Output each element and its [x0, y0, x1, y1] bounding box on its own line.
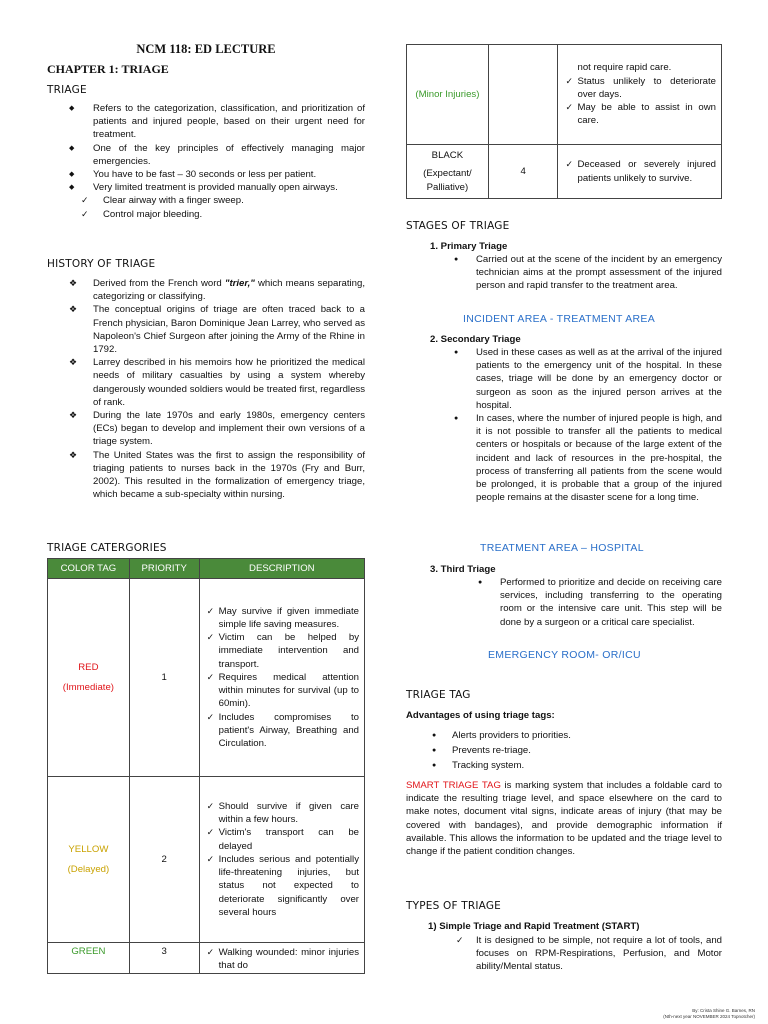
heading-stages: STAGES OF TRIAGE [406, 220, 510, 232]
triage-bullets [47, 102, 365, 221]
heading-history: HISTORY OF TRIAGE [47, 258, 156, 270]
bullet-icon: ● [454, 349, 459, 356]
third-triage-title: 3. Third Triage [430, 564, 496, 575]
list-item: ✓ Clear airway with a finger sweep. [81, 195, 244, 207]
description-cell [199, 579, 364, 777]
list-item: ✓ Control major bleeding. [81, 208, 203, 220]
advantages-list [406, 728, 722, 774]
list-item: ● Carried out at the scene of the incident by an emergency technician aims at the prompt assessment of the injured person and rapid transfer to the treatment area. [454, 254, 722, 292]
list-item: ❖ The conceptual origins of triage are often traced back to a French physician, Baron Dominique Jean Larrey, who served as Napoleon's Chief Surgeon after joining the Army of the Rhine in 1792. [69, 304, 365, 356]
list-item: ✓ Should survive if given care within a few hours. [206, 801, 359, 826]
bullet-icon: ◆ [69, 171, 75, 179]
description-cell [199, 777, 364, 943]
list-item: ❖ During the late 1970s and early 1980s, emergency centers (ECs) began to develop and implement their own versions of a triage system. [69, 410, 365, 448]
description-cell [199, 943, 364, 974]
table-row [48, 943, 365, 974]
check-icon: ✓ [206, 827, 215, 838]
list-item: ✓ Victim's transport can be delayed [206, 827, 359, 852]
check-icon: ✓ [206, 947, 215, 957]
start-list [406, 934, 722, 974]
footer-credit: By: Crista Shine G. Barnes, RN (Nth-next year NOVEMBER 2024 Topnotcher) [663, 1008, 755, 1019]
color-tag-green-cont: (Minor Injuries) [407, 45, 489, 145]
diamond-bullet-icon: ❖ [69, 449, 78, 460]
table-row [48, 777, 365, 943]
secondary-triage-title: 2. Secondary Triage [430, 334, 521, 345]
priority-cell: 3 [129, 943, 199, 974]
list-item: ✓ Victim can be helped by immediate intervention and transport. [206, 632, 359, 670]
list-item: ✓ May survive if given immediate simple life saving measures. [206, 605, 359, 631]
color-tag-red: RED (Immediate) [48, 579, 130, 777]
list-item: ✓ Requires medical attention within minutes for survival (up to 60min). [206, 671, 359, 710]
list-item: ❖ The United States was the first to assign the responsibility of triaging patients to nurses back in the 1970s (Fry and Burr, 2002). This resulted in the formalization of emergency triage, which became a sub-specialty within nursing. [69, 449, 365, 501]
primary-triage-title: 1. Primary Triage [430, 241, 508, 252]
priority-cell: 2 [129, 777, 199, 943]
list-item: ✓ Walking wounded: minor injuries that do [206, 947, 359, 972]
color-tag-black: BLACK (Expectant/ Palliative) [407, 145, 489, 199]
heading-triage: TRIAGE [47, 84, 87, 96]
diamond-bullet-icon: ❖ [69, 278, 78, 288]
bullet-icon: ● [454, 256, 459, 263]
check-icon: ✓ [565, 102, 574, 113]
list-item: ✓ Status unlikely to deteriorate over days. [565, 75, 716, 100]
list-item: ✓ It is designed to be simple, not require a lot of tools, and focuses on RPM-Respirations, Perfusion, and Motor ability/Mental status. [456, 935, 722, 973]
list-item: ❖ Derived from the French word "trier," which means separating, categorizing or classifying. [69, 278, 365, 303]
page-title: NCM 118: ED LECTURE [136, 42, 276, 56]
bullet-icon: ● [454, 415, 459, 423]
description-cell [558, 45, 722, 145]
table-row [407, 145, 722, 199]
third-triage-list [406, 576, 722, 629]
color-tag-green: GREEN [48, 943, 130, 974]
column-header: COLOR TAG [48, 559, 130, 579]
heading-types: TYPES OF TRIAGE [406, 900, 502, 912]
check-icon: ✓ [206, 801, 215, 812]
table-row [48, 579, 365, 777]
start-title: 1) Simple Triage and Rapid Treatment (START) [428, 921, 640, 932]
check-icon: ✓ [81, 195, 89, 206]
secondary-area-label: TREATMENT AREA – HOSPITAL [480, 542, 644, 554]
third-area-label: EMERGENCY ROOM- OR/ICU [488, 649, 641, 661]
bullet-icon: ◆ [69, 144, 75, 152]
smart-triage-paragraph: SMART TRIAGE TAG is marking system that includes a foldable card to indicate the resulting triage level, and space elsewhere on the card to make notes, document vital signs, indicate areas of injury (that may be covered with bandages), and provide demographic information if available. This allows the information to be updated and the triage level to change if the patient condition changes. [406, 780, 722, 858]
list-item: ● Used in these cases as well as at the arrival of the injured patients to the emergency unit of the hospital. In these cases, triage will be done by an emergency doctor or surgeon as soon as the injured person arrives at the hospital. [454, 347, 722, 411]
bullet-icon: ● [432, 747, 437, 755]
advantages-title: Advantages of using triage tags: [406, 710, 555, 721]
bullet-icon: ● [432, 762, 437, 770]
categories-table-continued [406, 44, 722, 199]
list-item: ✓ May be able to assist in own care. [565, 102, 716, 127]
list-item: ❖ Larrey described in his memoirs how he prioritized the medical needs of military casualties by using a system whereby dangerously wounded soldiers would be treated first, regardless of rank. [69, 357, 365, 408]
table-row [407, 45, 722, 145]
description-cell [558, 145, 722, 199]
diamond-bullet-icon: ❖ [69, 357, 78, 368]
list-item: ✓ Includes compromises to patient's Airway, Breathing and Circulation. [206, 711, 359, 749]
bullet-icon: ◆ [69, 184, 75, 192]
list-item: ✓ Deceased or severely injured patients unlikely to survive. [565, 159, 716, 184]
list-item: ● In cases, where the number of injured people is high, and it is not possible to transfer all the patients to medical centers or hospitals or because of the large extent of the incident and lack of resources in the pre-hospital, the process of transferring all patients from the scene would be prolonged, it is probable that a group of the injured people remains at the disaster scene for a long time. [454, 413, 722, 504]
primary-area-label: INCIDENT AREA - TREATMENT AREA [463, 313, 656, 325]
bullet-icon: ◆ [69, 105, 75, 112]
list-item: ● Alerts providers to priorities. [406, 728, 722, 743]
description-continued: not require rapid care. [577, 62, 672, 74]
check-icon: ✓ [206, 853, 215, 864]
list-item: ✓ Includes serious and potentially life-threatening injuries, but status not expected to deteriorate significantly over several hours [206, 853, 359, 918]
column-header: PRIORITY [129, 559, 199, 579]
priority-cell: 4 [488, 145, 558, 199]
bullet-icon: ● [432, 732, 437, 739]
smart-triage-label: SMART TRIAGE TAG [406, 780, 501, 791]
list-item: ◆ Very limited treatment is provided manually open airways. [69, 182, 338, 194]
diamond-bullet-icon: ❖ [69, 304, 78, 315]
check-icon: ✓ [206, 671, 215, 682]
column-header: DESCRIPTION [199, 559, 364, 579]
chapter-title: CHAPTER 1: TRIAGE [47, 62, 169, 76]
check-icon: ✓ [456, 935, 464, 945]
bullet-icon: ● [478, 579, 483, 586]
history-list [47, 277, 365, 501]
table-header-row [48, 559, 365, 579]
primary-triage-list [406, 253, 722, 293]
color-tag-yellow: YELLOW (Delayed) [48, 777, 130, 943]
check-icon: ✓ [206, 605, 215, 616]
heading-triage-tag: TRIAGE TAG [406, 689, 471, 701]
priority-cell: 1 [129, 579, 199, 777]
list-item: ● Performed to prioritize and decide on receiving care services, including transferring to the operating room or the intensive care unit. This step will be done by a surgeon or a critical care specialist. [478, 577, 722, 628]
diamond-bullet-icon: ❖ [69, 410, 78, 421]
check-icon: ✓ [565, 159, 574, 170]
check-icon: ✓ [206, 711, 215, 722]
check-icon: ✓ [206, 632, 215, 643]
secondary-triage-list [406, 346, 722, 504]
priority-cell [488, 45, 558, 145]
heading-categories: TRIAGE CATERGORIES [47, 542, 167, 554]
list-item: ● Tracking system. [406, 758, 722, 773]
list-item: ● Prevents re-triage. [406, 743, 722, 758]
categories-table [47, 558, 365, 974]
list-item: ◆ One of the key principles of effectively managing major emergencies. [69, 142, 365, 167]
check-icon: ✓ [81, 208, 89, 219]
check-icon: ✓ [565, 75, 574, 86]
list-item: ◆ Refers to the categorization, classification, and prioritization of patients and injured people, based on their urgent need for treatment. [69, 103, 365, 141]
list-item: ◆ You have to be fast – 30 seconds or less per patient. [69, 169, 317, 181]
